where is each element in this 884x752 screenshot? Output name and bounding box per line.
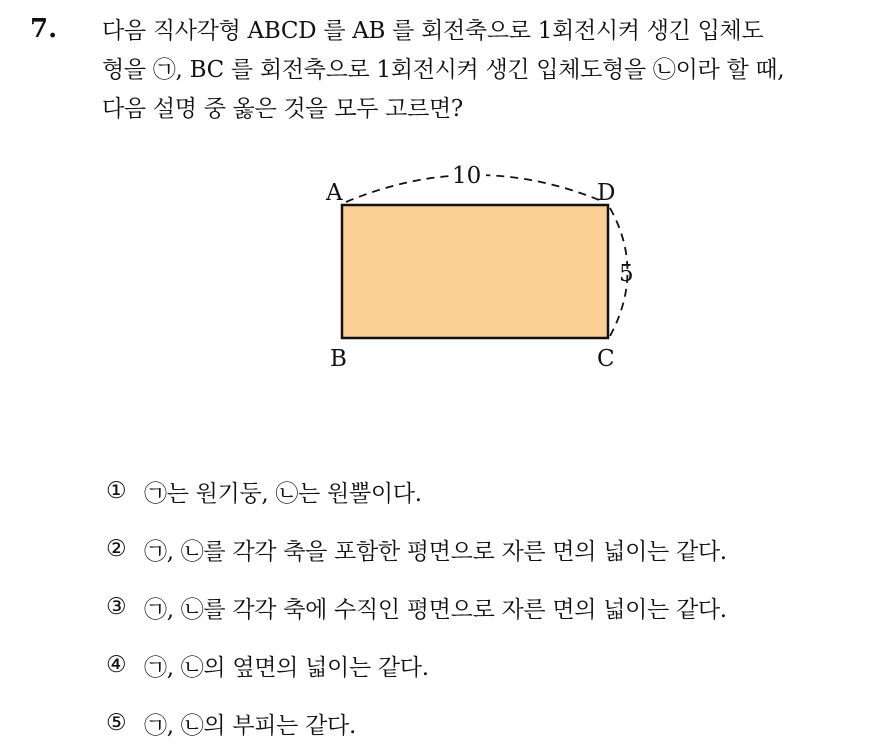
- vertex-label-a: A: [326, 180, 343, 206]
- option-1[interactable]: [106, 462, 866, 520]
- option-text: ㉠, ㉡를 각각 축에 수직인 평면으로 자른 면의 넓이는 같다.: [144, 596, 727, 623]
- option-text: ㉠, ㉡를 각각 축을 포함한 평면으로 자른 면의 넓이는 같다.: [144, 538, 727, 565]
- question-line-3: 다음 설명 중 옳은 것을 모두 고르면?: [102, 96, 463, 122]
- length-label-ad: 10: [452, 163, 482, 189]
- option-number: ⑤: [106, 710, 127, 736]
- question-line-2: 형을 ㉠, BC 를 회전축으로 1회전시켜 생긴 입체도형을 ㉡이라 할 때,: [102, 57, 785, 83]
- vertex-label-b: B: [330, 346, 347, 372]
- vertex-label-c: C: [597, 346, 615, 372]
- vertex-label-d: D: [597, 180, 616, 206]
- question-text: [102, 12, 872, 129]
- rectangle-diagram: [300, 150, 680, 390]
- option-text: ㉠, ㉡의 옆면의 넓이는 같다.: [144, 654, 429, 681]
- rectangle-abcd: [342, 205, 608, 338]
- question-number: 7.: [30, 14, 58, 44]
- option-text: ㉠는 원기둥, ㉡는 원뿔이다.: [144, 480, 422, 507]
- rectangle-figure: [300, 150, 680, 390]
- option-5[interactable]: [106, 694, 866, 752]
- question-line-1: 다음 직사각형 ABCD 를 AB 를 회전축으로 1회전시켜 생긴 입체도: [102, 18, 764, 44]
- option-number: ④: [106, 652, 127, 678]
- option-number: ①: [106, 478, 127, 504]
- option-3[interactable]: [106, 578, 866, 636]
- option-4[interactable]: [106, 636, 866, 694]
- option-2[interactable]: [106, 520, 866, 578]
- length-label-dc: 5: [619, 261, 634, 287]
- option-number: ②: [106, 536, 127, 562]
- option-number: ③: [106, 594, 127, 620]
- answer-options: [106, 462, 866, 752]
- option-text: ㉠, ㉡의 부피는 같다.: [144, 712, 356, 739]
